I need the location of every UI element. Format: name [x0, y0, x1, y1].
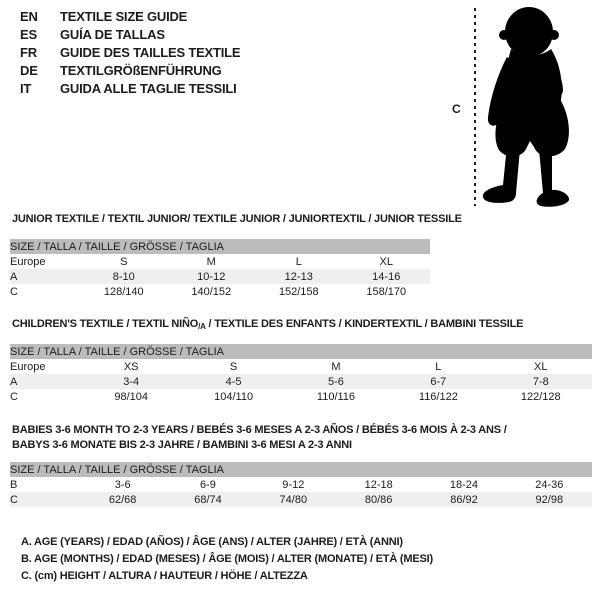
row-label: A: [10, 269, 80, 284]
lang-row-es: [20, 26, 240, 44]
row-label: A: [10, 374, 80, 389]
cell: 116/122: [418, 390, 458, 403]
cell: 104/110: [214, 390, 254, 403]
cell: L: [435, 360, 442, 373]
lang-code: EN: [20, 9, 38, 24]
cell: XS: [123, 360, 139, 373]
lang-code: FR: [20, 45, 37, 60]
cell: 18-24: [449, 478, 479, 491]
table-row: [10, 374, 592, 389]
row-label: B: [10, 478, 18, 491]
children-size-table: [10, 344, 592, 404]
babies-title-line2: BABYS 3-6 MONATE BIS 2-3 JAHRE / BAMBINI 3-6 MESI A 2-3 ANNI: [12, 439, 352, 451]
cell: 92/98: [507, 492, 592, 507]
cell: 6-7: [387, 374, 489, 389]
row-label: C: [10, 390, 18, 403]
cell: 80/86: [336, 492, 421, 507]
language-header: [20, 8, 240, 98]
row-label: Europe: [10, 360, 46, 373]
cell: 4-5: [182, 374, 284, 389]
size-header: SIZE / TALLA / TAILLE / GRÖSSE / TAGLIA: [10, 344, 592, 359]
cell: M: [206, 255, 216, 268]
children-table-title: [12, 318, 523, 331]
babies-title-line1: BABIES 3-6 MONTH TO 2-3 YEARS / BEBÉS 3-6 MESES A 2-3 AÑOS / BÉBÉS 3-6 MOIS À 2-3 ANS /: [12, 424, 507, 436]
row-label: Europe: [10, 255, 46, 268]
lang-code: IT: [20, 81, 32, 96]
footnote-a: A. AGE (YEARS) / EDAD (AÑOS) / ÂGE (ANS) / ALTER (JAHRE) / ETÀ (ANNI): [21, 536, 403, 548]
cell: 3-6: [114, 478, 131, 491]
table-row: [10, 284, 430, 299]
table-row: [10, 269, 430, 284]
babies-size-table: [10, 462, 592, 507]
lang-row-de: [20, 62, 240, 80]
cell: 152/158: [278, 285, 319, 298]
lang-title: GUIDE DES TAILLES TEXTILE: [60, 45, 241, 60]
size-header-row: [10, 462, 592, 477]
cell: S: [120, 255, 128, 268]
row-label: C: [10, 492, 80, 507]
lang-row-en: [20, 8, 240, 26]
height-measure-dashed-line: [474, 8, 476, 206]
cell: 3-4: [80, 374, 182, 389]
cell: 5-6: [285, 374, 387, 389]
size-header-row: [10, 239, 430, 254]
cell: 128/140: [103, 285, 144, 298]
title-suffix: / TEXTILE DES ENFANTS / KINDERTEXTIL / BAMBINI TESSILE: [205, 318, 524, 330]
size-header: SIZE / TALLA / TAILLE / GRÖSSE / TAGLIA: [10, 239, 430, 254]
cell: 122/128: [520, 390, 561, 403]
table-row: [10, 359, 592, 374]
cell: 24-36: [535, 478, 564, 491]
cell: XL: [534, 360, 548, 373]
footnotes: [21, 534, 433, 585]
table-row: [10, 254, 430, 269]
size-header-row: [10, 344, 592, 359]
lang-row-fr: [20, 44, 240, 62]
cell: 140/152: [191, 285, 232, 298]
cell: 12-13: [255, 269, 343, 284]
size-header: SIZE / TALLA / TAILLE / GRÖSSE / TAGLIA: [10, 462, 592, 477]
cell: M: [331, 360, 341, 373]
lang-code: DE: [20, 63, 38, 78]
cell: 14-16: [343, 269, 431, 284]
table-row: [10, 477, 592, 492]
toddler-silhouette-icon: [479, 5, 592, 210]
footnote-c: C. (cm) HEIGHT / ALTURA / HAUTEUR / HÖHE / ALTEZZA: [21, 570, 308, 582]
lang-code: ES: [20, 27, 37, 42]
measure-label-c: C: [452, 102, 461, 116]
cell: 8-10: [80, 269, 168, 284]
footnote-b: B. AGE (MONTHS) / EDAD (MESES) / ÂGE (MOIS) / ALTER (MONATE) / ETÀ (MESI): [21, 553, 433, 565]
cell: 62/68: [80, 492, 165, 507]
cell: 12-18: [364, 478, 393, 491]
babies-table-title: [12, 423, 507, 453]
cell: L: [295, 255, 302, 268]
row-label: C: [10, 285, 18, 298]
lang-row-it: [20, 80, 240, 98]
lang-title: TEXTILGRÖßENFÜHRUNG: [60, 63, 222, 78]
cell: 74/80: [251, 492, 336, 507]
cell: 68/74: [165, 492, 250, 507]
cell: 110/116: [316, 390, 356, 403]
cell: 10-12: [168, 269, 256, 284]
table-row: [10, 492, 592, 507]
title-subscript: /A: [198, 322, 206, 331]
cell: 6-9: [200, 478, 216, 491]
cell: 7-8: [490, 374, 592, 389]
junior-size-table: [10, 239, 430, 299]
cell: 9-12: [282, 478, 305, 491]
cell: S: [229, 360, 238, 373]
lang-title: GUIDA ALLE TAGLIE TESSILI: [60, 81, 237, 96]
table-row: [10, 389, 592, 404]
lang-title: TEXTILE SIZE GUIDE: [60, 9, 188, 24]
cell: 158/170: [366, 285, 407, 298]
cell: XL: [379, 255, 393, 268]
cell: 86/92: [421, 492, 506, 507]
cell: 98/104: [114, 390, 149, 403]
junior-table-title: JUNIOR TEXTILE / TEXTIL JUNIOR/ TEXTILE JUNIOR / JUNIORTEXTIL / JUNIOR TESSILE: [12, 213, 462, 225]
lang-title: GUÍA DE TALLAS: [60, 27, 165, 42]
title-prefix: CHILDREN'S TEXTILE / TEXTIL NIÑO: [12, 318, 199, 330]
